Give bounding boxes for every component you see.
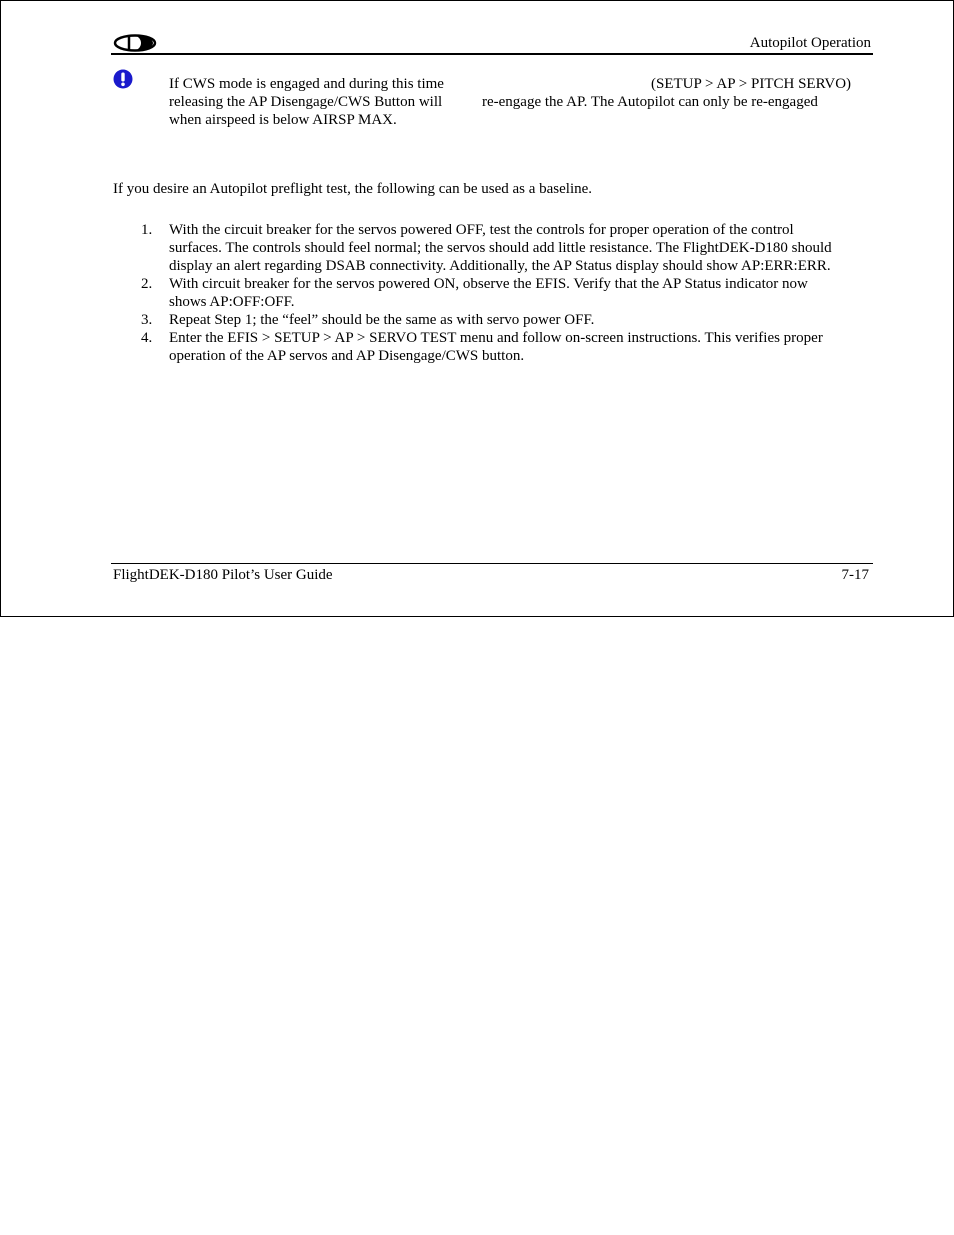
note-text: when airspeed is below AIRSP MAX.	[169, 112, 397, 128]
exclamation-icon	[113, 69, 133, 89]
dynon-logo-icon	[113, 34, 157, 52]
step-text: With the circuit breaker for the servos powered OFF, test the controls for proper operation of the control	[169, 222, 794, 238]
footer-title: FlightDEK-D180 Pilot’s User Guide	[113, 567, 333, 583]
list-item	[141, 329, 876, 365]
step-number: 2.	[141, 276, 153, 292]
intro-paragraph: If you desire an Autopilot preflight test, the following can be used as a baseline.	[113, 181, 593, 197]
document-page	[0, 0, 954, 617]
step-text: surfaces. The controls should feel normal; the servos should add little resistance. The FlightDEK-D180 should	[169, 240, 832, 256]
step-text: shows AP:OFF:OFF.	[169, 294, 295, 310]
note-line	[169, 111, 873, 129]
step-text: operation of the AP servos and AP Disengage/CWS button.	[169, 348, 525, 364]
note-text: If CWS mode is engaged and during this time	[169, 76, 444, 92]
header-rule	[111, 53, 873, 55]
list-item	[141, 275, 876, 311]
running-header: Autopilot Operation	[749, 35, 871, 51]
note-text: re-engage the AP. The Autopilot can only be re-engaged	[482, 94, 818, 110]
step-number: 1.	[141, 222, 153, 238]
step-text: display an alert regarding DSAB connectivity. Additionally, the AP Status display should show AP:ERR:ERR.	[169, 258, 831, 274]
note-text: (SETUP > AP > PITCH SERVO)	[651, 76, 852, 92]
note-text: releasing the AP Disengage/CWS Button will	[169, 94, 443, 110]
note-line	[169, 75, 873, 93]
preflight-steps-list	[141, 221, 876, 365]
step-text: Enter the EFIS > SETUP > AP > SERVO TEST menu and follow on-screen instructions. This verifies proper	[169, 330, 823, 346]
step-text: With circuit breaker for the servos powered ON, observe the EFIS. Verify that the AP Status indicator now	[169, 276, 808, 292]
step-number: 3.	[141, 312, 153, 328]
list-item	[141, 311, 876, 329]
page-number: 7-17	[841, 567, 869, 583]
list-item	[141, 221, 876, 275]
step-number: 4.	[141, 330, 153, 346]
caution-note	[169, 75, 873, 129]
footer-rule	[111, 563, 873, 564]
step-text: Repeat Step 1; the “feel” should be the same as with servo power OFF.	[169, 312, 595, 328]
note-line	[169, 93, 873, 111]
